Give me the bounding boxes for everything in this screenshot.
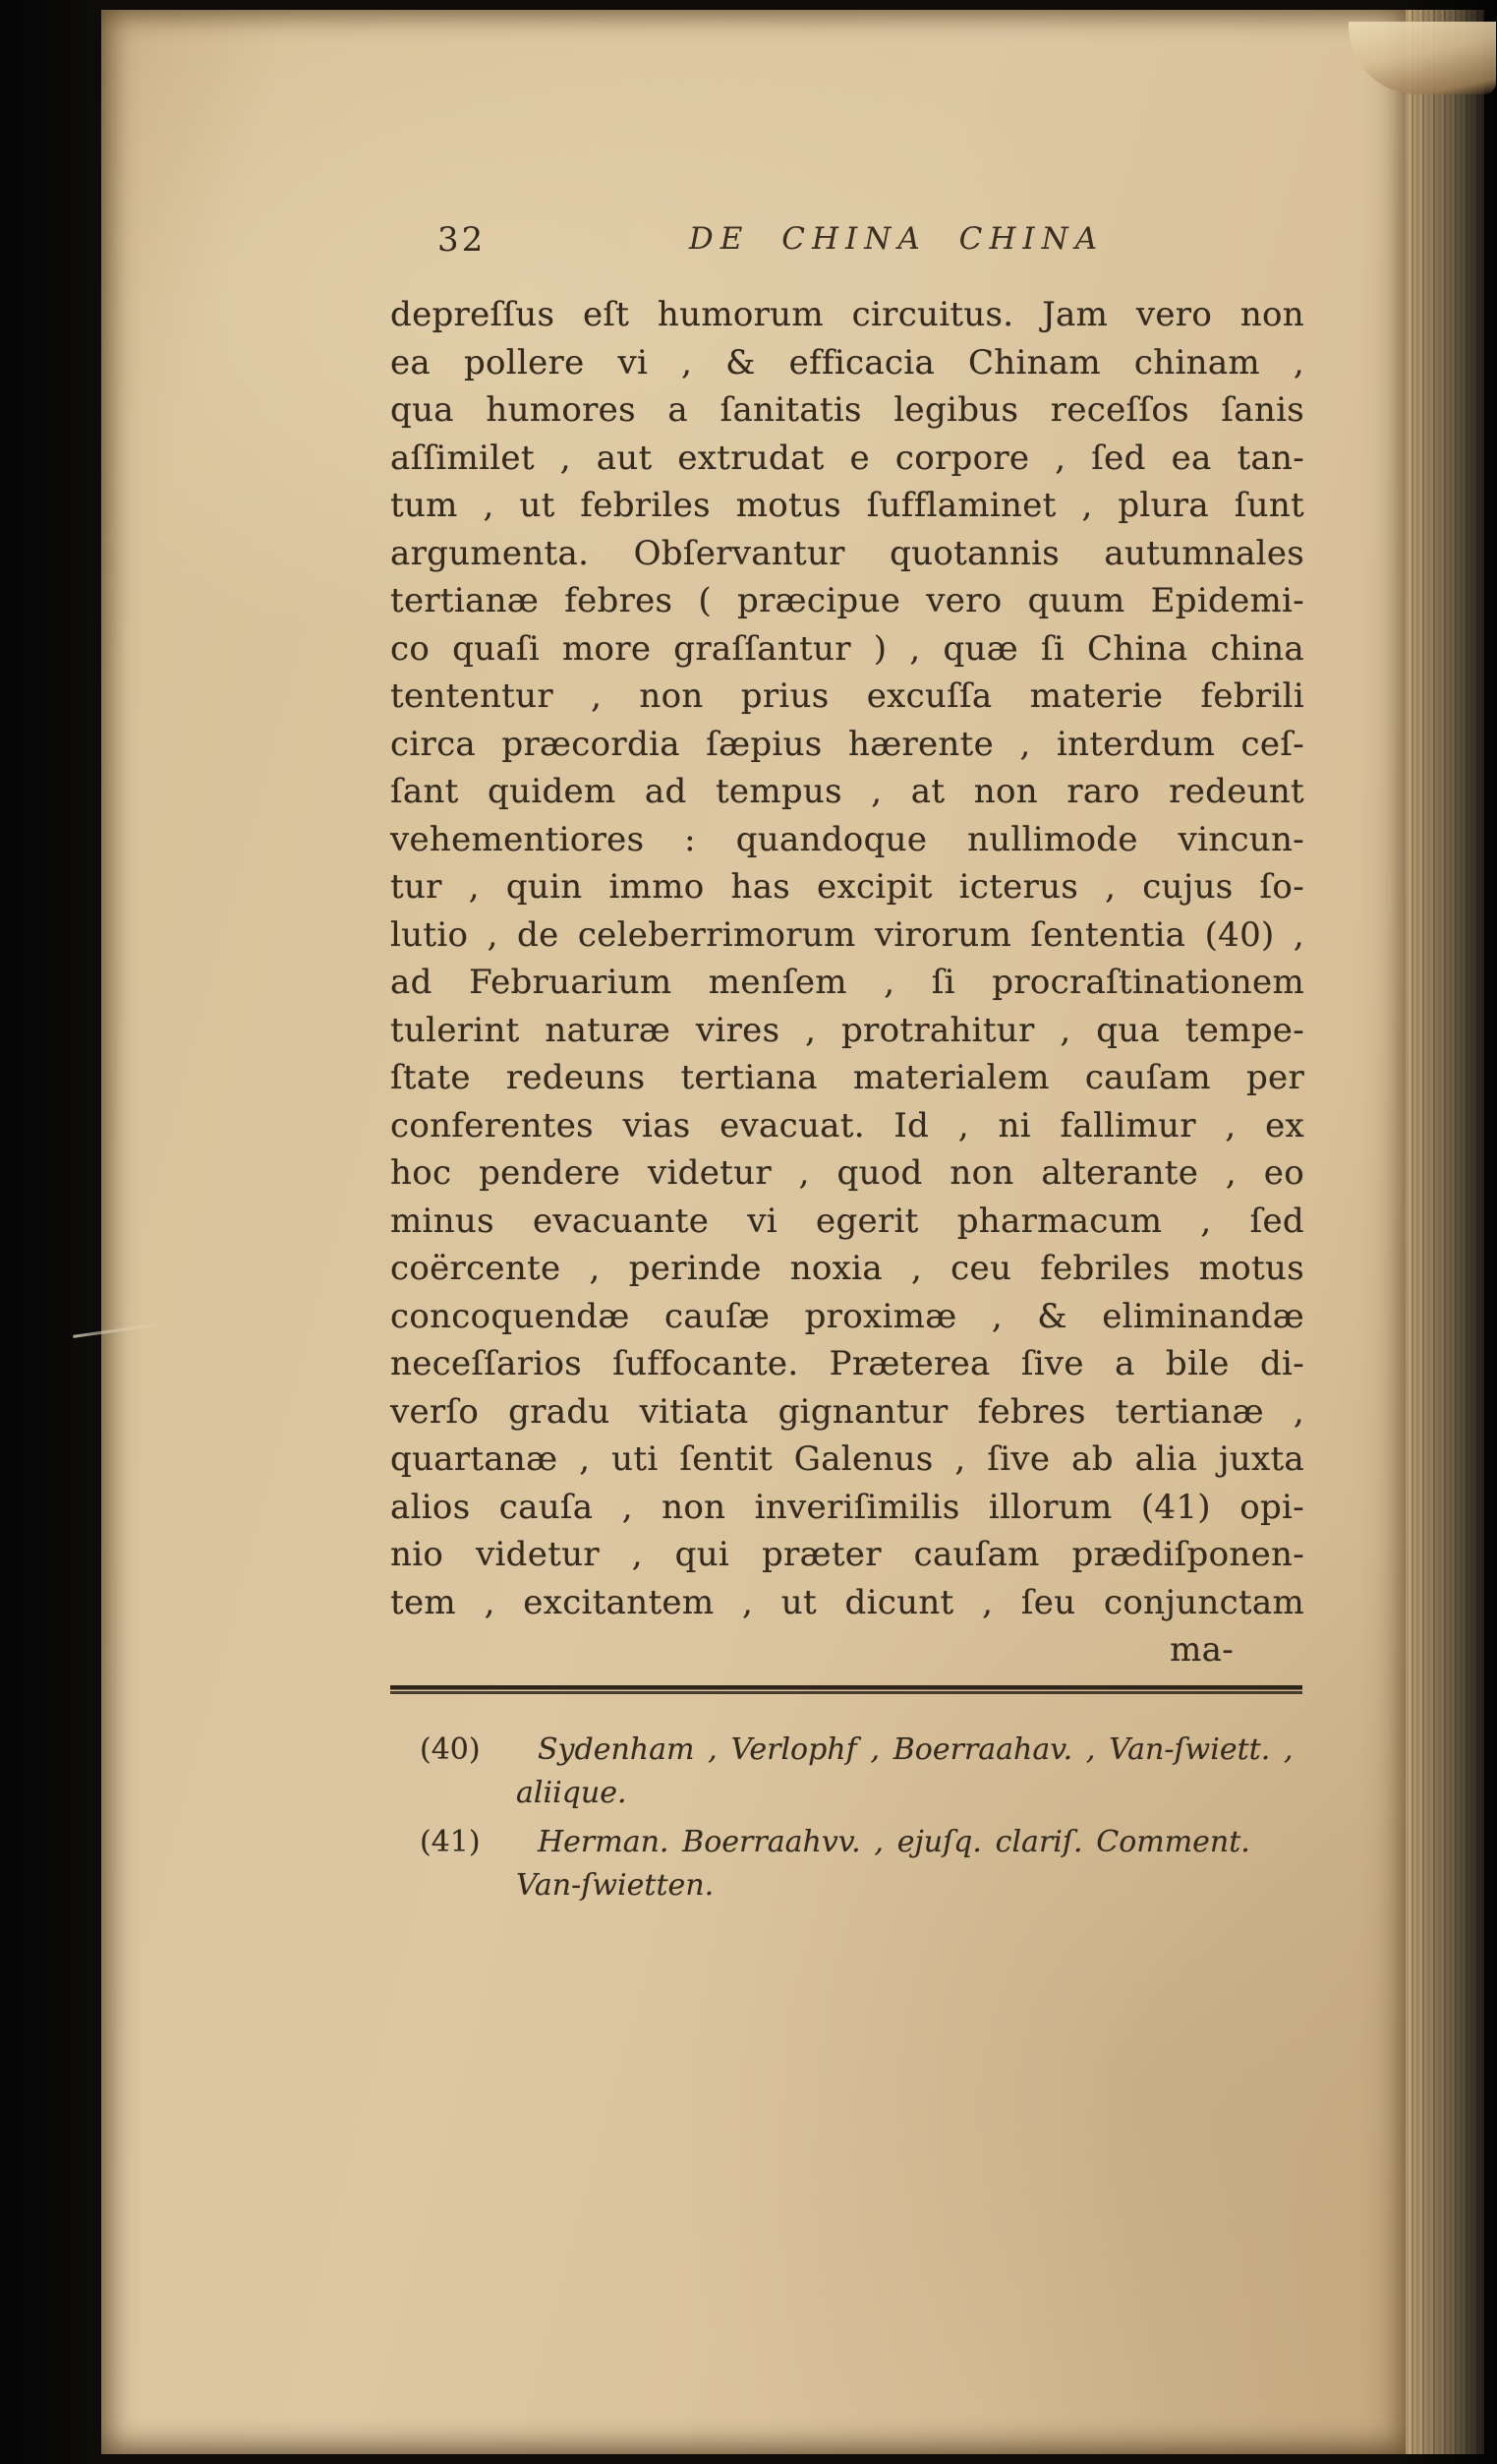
- body-line: alios cauſa , non inveriſimilis illorum (41) opi-: [390, 1487, 1304, 1527]
- footnotes: [390, 1729, 1304, 1907]
- body-line: ſant quidem ad tempus , at non raro redeunt: [390, 772, 1304, 811]
- body-line: tulerint naturæ vires , protrahitur , qua tempe-: [390, 1010, 1304, 1050]
- body-line: circa præcordia ſæpius hærente , interdum ceſ-: [390, 724, 1304, 764]
- footnote-line: aliique.: [516, 1776, 627, 1810]
- body-line: ſtate redeuns tertiana materialem cauſam per: [390, 1058, 1304, 1097]
- body-line: tertianæ febres ( præcipue vero quum Epidemi-: [390, 581, 1304, 620]
- body-line: minus evacuante vi egerit pharmacum , ſed: [390, 1201, 1304, 1241]
- body-line: tum , ut febriles motus ſufflaminet , plura ſunt: [390, 486, 1304, 525]
- body-text: [390, 291, 1304, 1674]
- body-line: quartanæ , uti ſentit Galenus , ſive ab alia juxta: [390, 1439, 1304, 1479]
- body-line: ea pollere vi , & efficacia Chinam chinam ,: [390, 342, 1304, 382]
- body-line: tem , excitantem , ut dicunt , ſeu conjunctam: [390, 1582, 1304, 1622]
- body-line: lutio , de celeberrimorum virorum ſententia (40) ,: [390, 914, 1304, 955]
- footnote-line: Sydenham , Verlophf , Boerraahav. , Van-ſwiett. ,: [538, 1732, 1294, 1767]
- book-page: [101, 10, 1406, 2454]
- footnote-marker: (41): [420, 1825, 481, 1859]
- book-page-edges: [1406, 10, 1484, 2454]
- body-line: verſo gradu vitiata gignantur febres tertianæ ,: [390, 1391, 1304, 1432]
- body-line: depreſſus eſt humorum circuitus. Jam vero non: [390, 295, 1304, 334]
- body-line: tur , quin immo has excipit icterus , cujus ſo-: [390, 867, 1304, 907]
- body-line: aſſimilet , aut extrudat e corpore , ſed ea tan-: [390, 438, 1304, 478]
- body-line: ad Februarium menſem , ſi procraſtinationem: [390, 963, 1304, 1002]
- footnote: [390, 1729, 1304, 1815]
- body-line: argumenta. Obſervantur quotannis autumnales: [390, 533, 1304, 573]
- page-number: 32: [437, 220, 487, 260]
- body-line: concoquendæ cauſæ proximæ , & eliminandæ: [390, 1296, 1304, 1336]
- running-header: DE CHINA CHINA: [688, 221, 1105, 257]
- footnote-line: Van-ſwietten.: [516, 1868, 715, 1903]
- body-line: neceſſarios ſuffocante. Præterea ſive a bile di-: [390, 1344, 1304, 1383]
- footnote-rule: [390, 1685, 1302, 1694]
- footnote: [390, 1821, 1304, 1907]
- body-line: conferentes vias evacuat. Id , ni fallimur , ex: [390, 1105, 1304, 1145]
- body-line: qua humores a ſanitatis legibus receſſos ſanis: [390, 390, 1304, 430]
- footnote-marker: (40): [420, 1732, 481, 1767]
- body-line: coërcente , perinde noxia , ceu febriles motus: [390, 1249, 1304, 1288]
- page-header: [390, 218, 1304, 264]
- body-line: tententur , non prius excuſſa materie febrili: [390, 676, 1304, 716]
- catchword: ma-: [1170, 1630, 1234, 1670]
- body-line: vehementiores : quandoque nullimode vincun-: [390, 819, 1304, 859]
- footnote-line: Herman. Boerraahvv. , ejuſq. clariſ. Comment.: [538, 1825, 1250, 1859]
- body-line: hoc pendere videtur , quod non alterante , eo: [390, 1153, 1304, 1193]
- body-line: co quaſi more graſſantur ) , quæ ſi China china: [390, 628, 1304, 669]
- body-line: nio videtur , qui præter cauſam prædiſponen-: [390, 1535, 1304, 1574]
